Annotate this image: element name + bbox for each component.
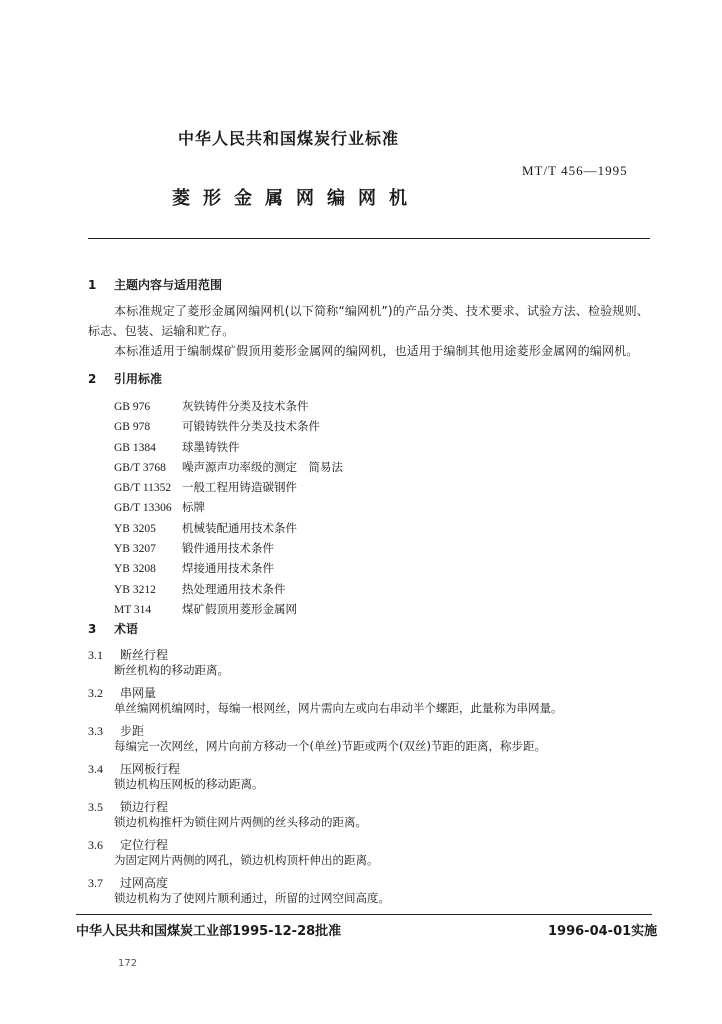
reference-item [114,559,343,579]
term-name: 过网高度 [120,876,169,890]
section-3-heading [88,620,138,637]
reference-item [114,397,343,417]
section-1-paragraph-2: 本标准适用于编制煤矿假顶用菱形金属网的编网机，也适用于编制其他用途菱形金属网的编网机。 [114,344,639,358]
section-title: 主题内容与适用范围 [114,278,223,292]
standard-title: 中华人民共和国煤炭行业标准 [178,129,400,148]
reference-code: YB 3205 [114,522,156,535]
footer-divider [76,914,652,915]
section-1-paragraph-1-line-2: 标志、包装、运输和贮存。 [88,324,235,338]
standard-code: MT/T 456—1995 [522,163,628,178]
implementation-date: 1996-04-01实施 [548,924,658,939]
reference-code: GB/T 3768 [114,461,166,474]
reference-name: 标牌 [182,500,205,515]
term-definition: 锁边机构推杆为锁住网片两侧的丝头移动的距离。 [114,815,367,829]
section-title: 引用标准 [114,372,163,386]
reference-code: YB 3207 [114,543,156,556]
term-number: 3.2 [88,686,103,700]
term-definition: 断丝机构的移动距离。 [114,663,229,677]
header-divider [88,238,650,239]
reference-code: MT 314 [114,603,152,616]
section-1-heading [88,276,222,293]
reference-code: GB/T 13306 [114,502,172,515]
reference-name: 噪声源声功率级的测定 简易法 [182,459,343,474]
term-heading [88,872,168,891]
reference-code: GB 978 [114,421,151,434]
term-definition: 锁边机构压网板的移动距离。 [114,777,264,791]
term-number: 3.3 [88,724,103,738]
reference-name: 一般工程用铸造碳钢件 [182,480,297,495]
reference-item [114,458,343,478]
section-number: 1 [88,278,97,292]
reference-code: YB 3208 [114,563,156,576]
term-name: 步距 [120,724,145,738]
reference-code: YB 3212 [114,583,156,596]
reference-name: 热处理通用技术条件 [182,581,286,596]
term-name: 压网板行程 [120,762,181,776]
term-definition: 每编完一次网丝，网片向前方移动一个(单丝)节距或两个(双丝)节距的距离，称步距。 [114,739,546,753]
reference-item [114,539,343,559]
reference-item [114,438,343,458]
term-number: 3.4 [88,762,103,776]
term-definition: 为固定网片两侧的网孔，锁边机构顶杆伸出的距离。 [114,853,379,867]
term-heading [88,720,144,739]
reference-item [114,417,343,437]
term-name: 串网量 [120,686,157,700]
term-number: 3.6 [88,838,103,852]
reference-item [114,580,343,600]
section-1-paragraph-1-line-1: 本标准规定了菱形金属网编网机(以下简称“编网机”)的产品分类、技术要求、试验方法、检验规则、 [114,304,650,318]
section-title: 术语 [114,622,139,636]
term-name: 断丝行程 [120,648,169,662]
reference-item [114,478,343,498]
reference-name: 球墨铸铁件 [182,439,240,454]
reference-item [114,519,343,539]
reference-name: 煤矿假顶用菱形金属网 [182,601,297,616]
reference-list [114,397,343,620]
reference-item [114,600,343,620]
term-heading [88,834,168,853]
reference-code: GB 1384 [114,441,156,454]
approval-text: 中华人民共和国煤炭工业部1995-12-28批准 [76,924,342,939]
section-number: 3 [88,622,97,636]
term-definition: 单丝编网机编网时，每编一根网丝，网片需向左或向右串动半个螺距，此量称为串网量。 [114,701,563,715]
term-number: 3.7 [88,876,103,890]
section-number: 2 [88,372,97,386]
document-title: 菱形金属网编网机 [172,188,420,209]
term-heading [88,644,168,663]
reference-name: 焊接通用技术条件 [182,561,274,576]
term-definition: 锁边机构为了使网片顺利通过，所留的过网空间高度。 [114,891,390,905]
reference-name: 锻件通用技术条件 [182,541,274,556]
reference-code: GB/T 11352 [114,482,172,495]
term-heading [88,796,168,815]
term-number: 3.1 [88,648,103,662]
term-number: 3.5 [88,800,103,814]
term-name: 定位行程 [120,838,169,852]
reference-code: GB 976 [114,401,151,413]
term-heading [88,682,156,701]
reference-item [114,498,343,518]
term-heading [88,758,180,777]
reference-name: 可锻铸铁件分类及技术条件 [182,419,320,434]
term-name: 锁边行程 [120,800,169,814]
reference-name: 灰铁铸件分类及技术条件 [182,399,309,413]
section-2-heading [88,370,162,387]
page-number: 172 [118,958,138,969]
reference-name: 机械装配通用技术条件 [182,520,297,535]
